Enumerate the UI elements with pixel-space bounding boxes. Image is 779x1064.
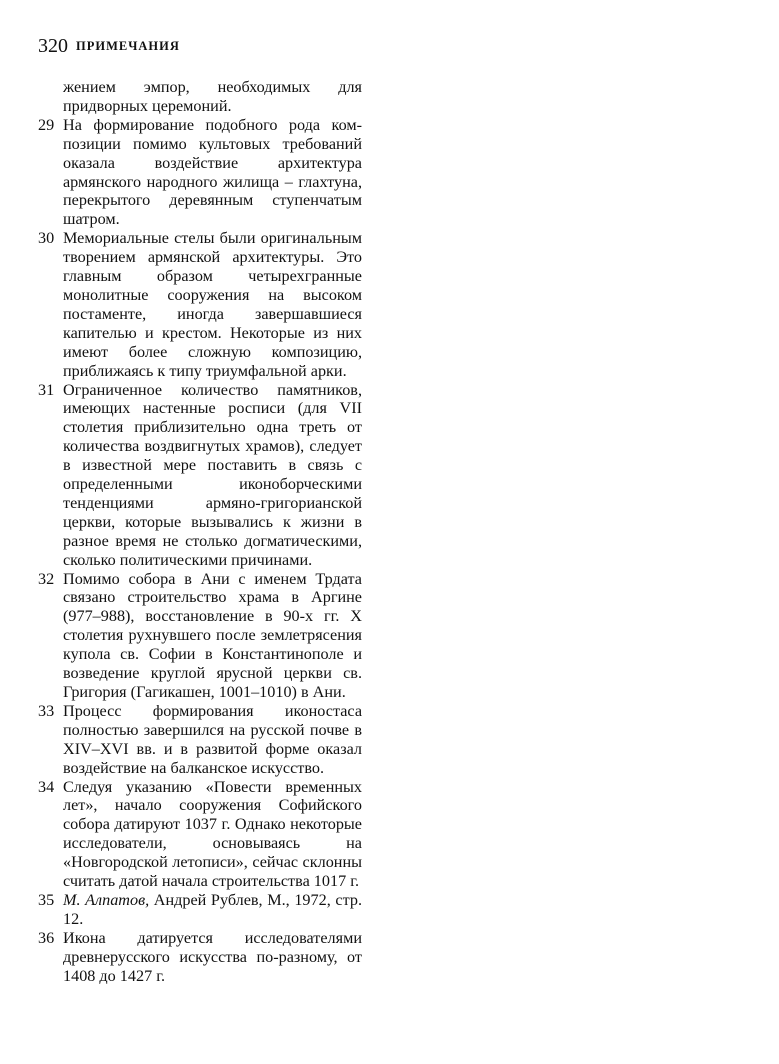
note-31: [38, 381, 362, 570]
note-number: 36: [38, 928, 55, 947]
note-text: Мемориальные стелы были оригинальным творением армянской архитектуры. Это главным образом четырехгранные монолитные сооружения на высоком постаменте, иногда завершавшиеся капителью и крестом. Некоторые из них имеют более сложную композицию, приближаясь к типу триумфальной арки.: [63, 229, 362, 380]
note-citation: Андрей Рублев, М., 1972, стр. 12.: [63, 890, 362, 928]
note-text: Ограниченное количество памятников, имеющих настенные росписи (для VII столетия приблизительно одна треть от количества воздвигнутых храмов), следует в известной мере поставить в связь с определенными иконоборческими тенденциями армяно-григорианской церкви, которые вызывались к жизни в разное время не столько догматическими, сколько политическими причинами.: [63, 380, 362, 569]
note-number: 35: [38, 890, 55, 909]
note-number: 31: [38, 380, 55, 399]
note-33: [38, 702, 362, 778]
section-title: ПРИМЕЧАНИЯ: [76, 39, 180, 53]
note-text: жением эмпор, необходимых для придворных церемоний.: [63, 78, 362, 115]
note-number: 34: [38, 777, 55, 796]
note-text: Икона датируется исследователями древнерусского искусства по-разному, от 1408 до 1427 г.: [63, 928, 362, 985]
note-32: [38, 570, 362, 702]
notes-column: [38, 78, 362, 986]
note-36: [38, 929, 362, 986]
note-number: 30: [38, 229, 55, 248]
note-text: На формирование подобного рода композиции помимо культовых требований оказала воздействие архитектура армянского народного жилища – глахтуна, перекрытого деревянным ступенчатым шатром.: [63, 115, 362, 229]
note-text: Процесс формирования иконостаса полностью завершился на русской почве в XIV–XVI вв. и в развитой форме оказал воздействие на балканское искусство.: [63, 701, 362, 777]
note-author: М. Алпатов,: [63, 890, 150, 909]
note-continuation: [38, 78, 362, 116]
note-35: [38, 891, 362, 929]
note-30: [38, 229, 362, 380]
note-number: 29: [38, 115, 55, 134]
note-number: 32: [38, 569, 55, 588]
note-number: 33: [38, 701, 55, 720]
note-29: [38, 116, 362, 229]
note-text: Следуя указанию «Повести временных лет», начало сооружения Софийского собора датируют 1037 г. Однако некоторые исследователи, основываясь на «Новгородской летописи», сейчас склонны считать датой начала строительства 1017 г.: [63, 777, 362, 891]
note-34: [38, 778, 362, 891]
page-number: 320: [38, 35, 68, 57]
note-text: Помимо собора в Ани с именем Трдата связано строительство храма в Аргине (977–988), восстановление в 90-х гг. X столетия рухнувшего после землетрясения купола св. Софии в Константинополе и возведение круглой ярусной церкви св. Григория (Гагикашен, 1001–1010) в Ани.: [63, 569, 362, 701]
note-text: [63, 891, 362, 929]
page-header: [38, 34, 180, 59]
